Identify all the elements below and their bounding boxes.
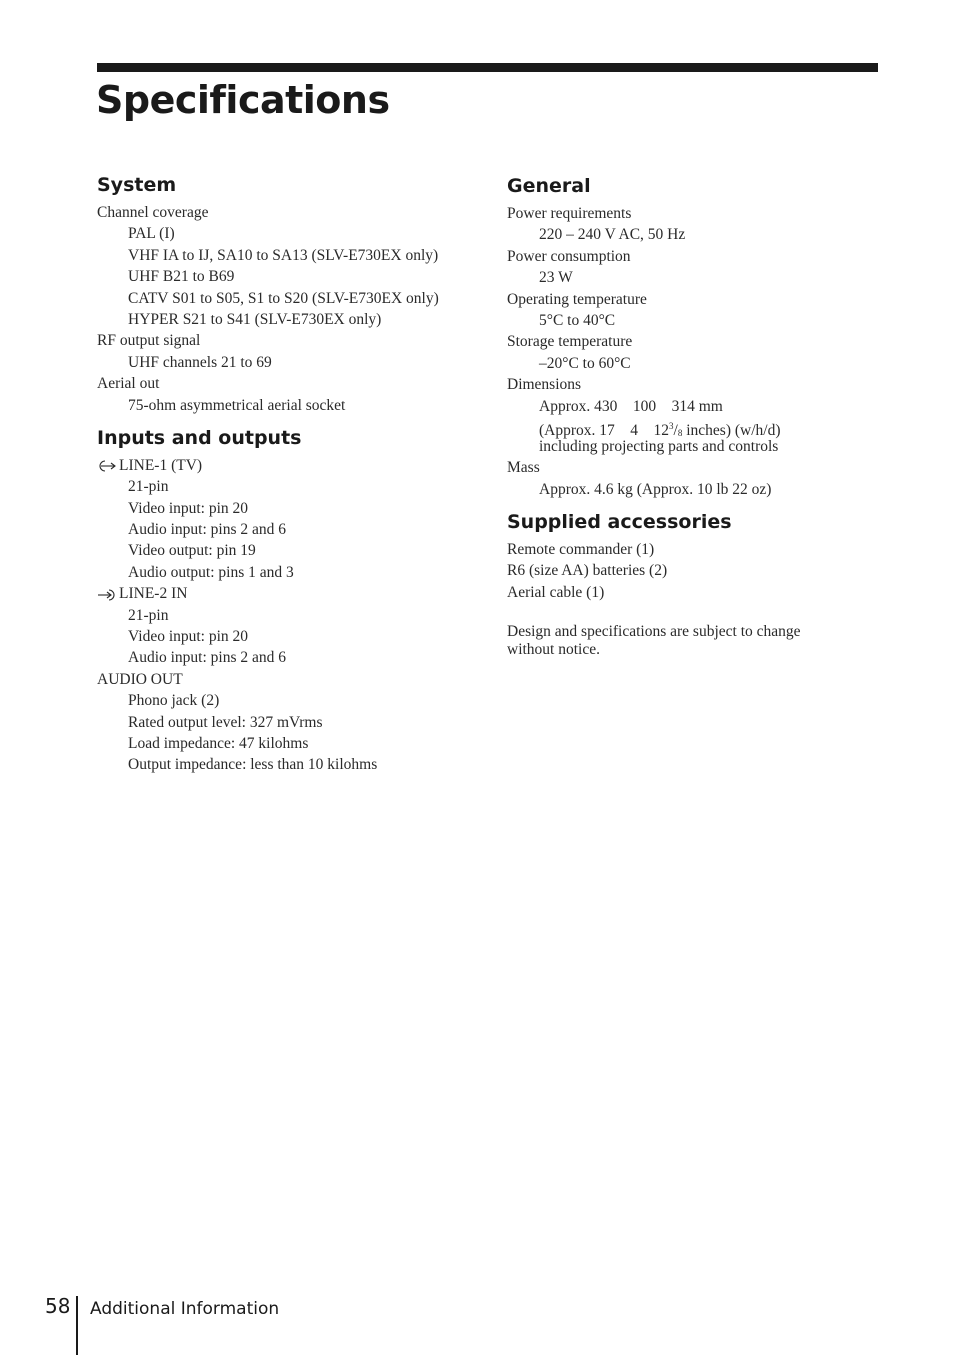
spec-value: 21-pin [128, 606, 169, 624]
spec-value: 220 – 240 V AC, 50 Hz [539, 226, 686, 244]
dimensions-inches-text: (Approx. 17 4 12 [539, 421, 670, 439]
spec-value: 23 W [539, 269, 573, 287]
footer-section-title: Additional Information [90, 1299, 280, 1319]
spec-label: Aerial out [97, 375, 160, 393]
spec-label: Storage temperature [507, 333, 633, 351]
spec-label: Dimensions [507, 376, 582, 394]
spec-label: Mass [507, 459, 540, 477]
spec-value: Audio input: pins 2 and 6 [128, 649, 287, 667]
spec-label: RF output signal [97, 332, 201, 350]
spec-value: including projecting parts and controls [539, 437, 779, 455]
right-column [507, 173, 852, 659]
page-title: Specifications [96, 78, 390, 122]
fraction-denominator: 8 [677, 427, 683, 438]
page-number: 58 [45, 1294, 71, 1318]
spec-label: AUDIO OUT [97, 670, 183, 688]
spec-value: Rated output level: 327 mVrms [128, 713, 323, 731]
accessory-item: Remote commander (1) [507, 541, 655, 559]
spec-label: Power consumption [507, 247, 631, 265]
top-rule [97, 63, 878, 72]
accessory-item: R6 (size AA) batteries (2) [507, 562, 668, 580]
accessory-item: Aerial cable (1) [507, 583, 605, 601]
spec-value-dimensions-inches [507, 417, 852, 439]
spec-label-text: LINE-2 IN [119, 585, 188, 603]
spec-value: VHF IA to IJ, SA10 to SA13 (SLV-E730EX only) [128, 246, 439, 264]
left-column [97, 172, 477, 776]
spec-value: CATV S01 to S05, S1 to S20 (SLV-E730EX only) [128, 289, 439, 307]
change-notice: Design and specifications are subject to change without notice. [507, 623, 801, 659]
spec-label: Power requirements [507, 205, 632, 222]
spec-value: 5°C to 40°C [539, 311, 616, 329]
spec-value: PAL (I) [128, 225, 175, 243]
spec-value: Audio input: pins 2 and 6 [128, 521, 287, 539]
spec-value: HYPER S21 to S41 (SLV-E730EX only) [128, 310, 382, 328]
spec-label-line1 [97, 455, 477, 476]
spec-value-dimensions-mm: Approx. 430 100 314 mm [539, 397, 723, 415]
fraction-numerator: 3 [669, 420, 674, 431]
fraction-slash: / [673, 421, 678, 439]
section-heading-supplied-accessories: Supplied accessories [507, 511, 732, 534]
spec-value: 75-ohm asymmetrical aerial socket [128, 396, 346, 414]
spec-label: Channel coverage [97, 204, 209, 221]
spec-value: UHF channels 21 to 69 [128, 353, 272, 371]
spec-label-text: LINE-1 (TV) [119, 456, 203, 474]
spec-value: Phono jack (2) [128, 692, 220, 710]
section-heading-system: System [97, 174, 177, 196]
spec-label-line2 [97, 583, 477, 604]
spec-value: Load impedance: 47 kilohms [128, 734, 309, 752]
spec-value: Output impedance: less than 10 kilohms [128, 756, 378, 774]
section-heading-general: General [507, 175, 591, 197]
spec-value: –20°C to 60°C [539, 354, 631, 372]
dimensions-inches-unit: inches) (w/h/d) [682, 421, 781, 439]
footer-divider [76, 1296, 78, 1355]
line-in-icon [97, 589, 119, 601]
spec-value: Video output: pin 19 [128, 542, 256, 560]
spec-value: Audio output: pins 1 and 3 [128, 563, 294, 581]
spec-value: Approx. 4.6 kg (Approx. 10 lb 22 oz) [539, 480, 772, 498]
spec-value: 21-pin [128, 478, 169, 496]
spec-value: Video input: pin 20 [128, 499, 249, 517]
spec-value: Video input: pin 20 [128, 628, 249, 646]
section-heading-inputs-outputs: Inputs and outputs [97, 426, 302, 449]
line-in-out-icon [97, 460, 119, 472]
spec-label: Operating temperature [507, 290, 647, 308]
spec-value: UHF B21 to B69 [128, 268, 235, 286]
